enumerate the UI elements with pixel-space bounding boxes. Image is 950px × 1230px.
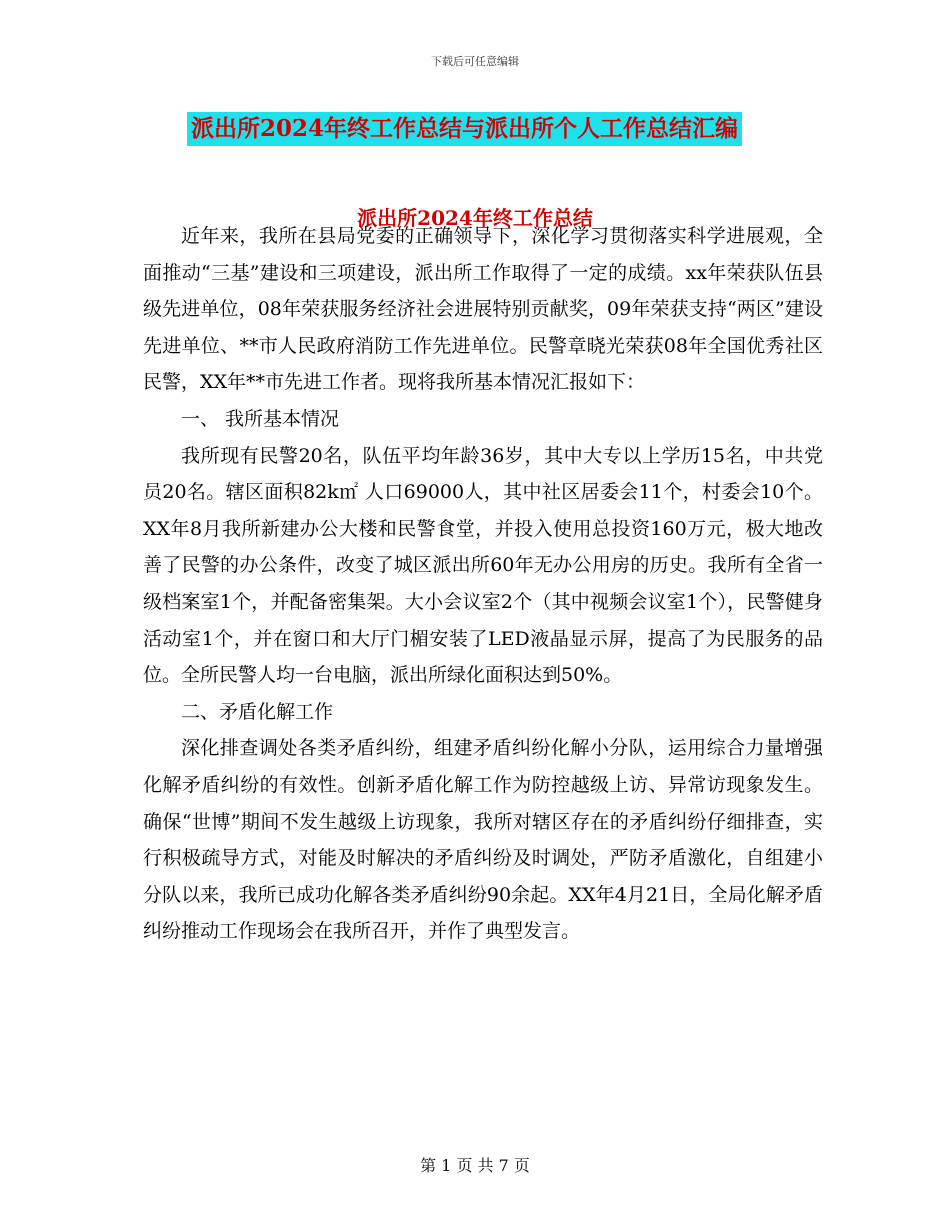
document-title: 派出所2024年终工作总结与派出所个人工作总结汇编 — [187, 112, 742, 146]
heading-basic-situation: 一、 我所基本情况 — [181, 407, 340, 430]
section-title: 派出所2024年终工作总结 — [357, 206, 593, 230]
paragraph-basic-situation: 我所现有民警20名，队伍平均年龄36岁，其中大专以上学历15名，中共党员20名。辖区面积82k㎡ 人口69000人，其中社区居委会11个，村委会10个。XX年8月我所新建办公大楼和民警食堂，并投入使用总投资160万元，极大地改善了民警的办公条件，改变了城区派出所60年无办公用房的历史。我所有全省一级档案室1个，并配备密集架。大小会议室2个（其中视频会议室1个），民警健身活动室1个，并在窗口和大厅门楣安装了LED液晶显示屏，提高了为民服务的品位。全所民警人均一台电脑，派出所绿化面积达到50%。 — [143, 444, 823, 687]
heading-conflict-resolution: 二、矛盾化解工作 — [181, 700, 334, 723]
document-body — [143, 218, 823, 950]
paragraph-intro: 近年来，我所在县局党委的正确领导下，深化学习贯彻落实科学进展观，全面推动“三基”建设和三项建设，派出所工作取得了一定的成绩。xx年荣获队伍县级先进单位，08年荣获服务经济社会进展特别贡献奖，09年荣获支持“两区”建设先进单位、**市人民政府消防工作先进单位。民警章晓光荣获08年全国优秀社区民警，XX年**市先进工作者。现将我所基本情况汇报如下： — [143, 225, 823, 394]
paragraph-conflict-resolution: 深化排查调处各类矛盾纠纷，组建矛盾纠纷化解小分队，运用综合力量增强化解矛盾纠纷的有效性。创新矛盾化解工作为防控越级上访、异常访现象发生。确保“世博”期间不发生越级上访现象，我所对辖区存在的矛盾纠纷仔细排查，实行积极疏导方式，对能及时解决的矛盾纠纷及时调处，严防矛盾激化，自组建小分队以来，我所已成功化解各类矛盾纠纷90余起。XX年4月21日，全局化解矛盾纠纷推动工作现场会在我所召开，并作了典型发言。 — [143, 737, 823, 943]
page-header: 下载后可任意编辑 — [431, 55, 519, 68]
page-footer: 第 1 页 共 7 页 — [420, 1156, 530, 1175]
